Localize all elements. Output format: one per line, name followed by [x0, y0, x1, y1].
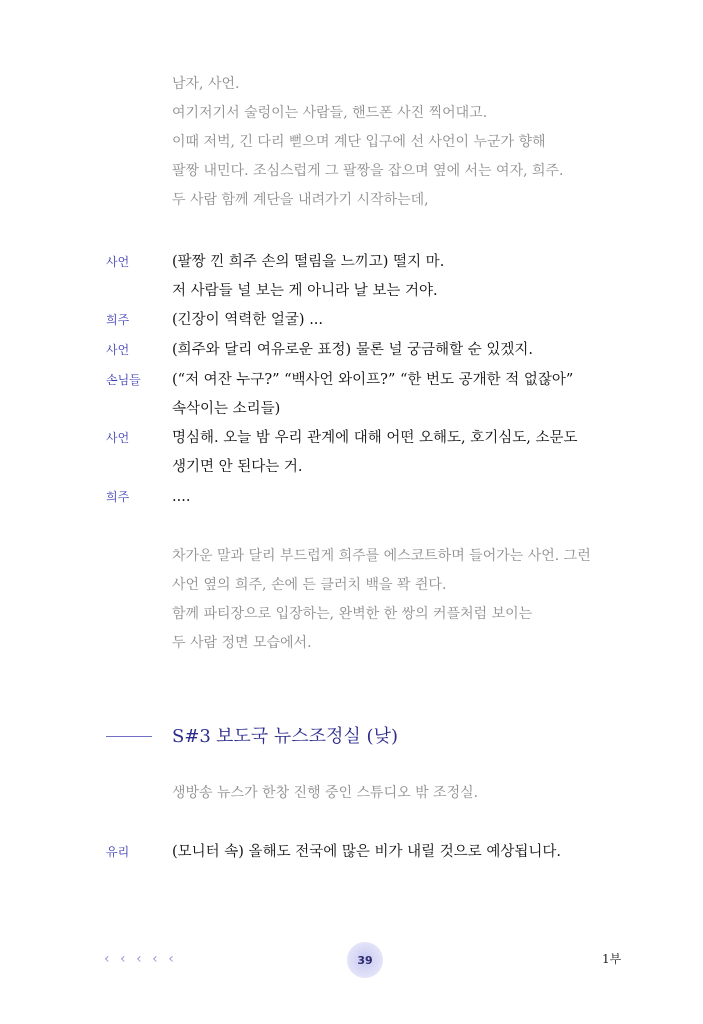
part-label: 1부 [602, 952, 622, 966]
dialogue-line: 속삭이는 소리들) [172, 401, 281, 417]
dialogue-line: (팔짱 낀 희주 손의 떨림을 느끼고) 떨지 마. [172, 254, 445, 270]
speaker-name: 사언 [106, 431, 130, 445]
dialogue-line: (긴장이 역력한 얼굴) ... [172, 312, 324, 328]
page-number: 39 [357, 953, 373, 967]
action-line: 사언 옆의 희주, 손에 든 클러치 백을 꽉 쥔다. [172, 577, 447, 593]
action-line: 두 사람 정면 모습에서. [172, 635, 312, 651]
dialogue-line: 명심해. 오늘 밤 우리 관계에 대해 어떤 오해도, 호기심도, 소문도 [172, 430, 578, 446]
action-line: 두 사람 함께 계단을 내려가기 시작하는데, [172, 192, 429, 208]
dialogue-line: (희주와 달리 여유로운 표정) 물론 널 궁금해할 순 있겠지. [172, 342, 533, 358]
action-paragraph-3 [172, 779, 642, 808]
action-line: 여기저기서 술렁이는 사람들, 핸드폰 사진 찍어대고. [172, 105, 488, 121]
page-number-badge [347, 942, 383, 978]
speaker-name: 손님들 [106, 373, 141, 387]
action-line: 함께 파티장으로 입장하는, 완벽한 한 쌍의 커플처럼 보이는 [172, 606, 533, 622]
dialogue-line: .... [172, 489, 191, 505]
speaker-name: 희주 [106, 490, 130, 504]
dialogue-line: 저 사람들 널 보는 게 아니라 날 보는 거야. [172, 283, 438, 299]
dialogue-line: (모니터 속) 올해도 전국에 많은 비가 내릴 것으로 예상됩니다. [172, 844, 561, 860]
action-line: 차가운 말과 달리 부드럽게 희주를 에스코트하며 들어가는 사언. 그런 [172, 548, 591, 564]
scene-title: 보도국 뉴스조정실 (낮) [216, 726, 398, 747]
scene-heading [106, 722, 626, 752]
action-line: 생방송 뉴스가 한창 진행 중인 스튜디오 밖 조정실. [172, 785, 479, 801]
page-footer [0, 940, 703, 980]
dialogue-line: 생기면 안 된다는 거. [172, 459, 303, 475]
speaker-name: 사언 [106, 255, 130, 269]
action-line: 팔짱 내민다. 조심스럽게 그 팔짱을 잡으며 옆에 서는 여자, 희주. [172, 163, 564, 179]
action-paragraph-2 [172, 542, 642, 658]
action-paragraph-1 [172, 70, 642, 215]
action-line: 남자, 사언. [172, 76, 240, 92]
scene-rule [106, 736, 152, 737]
speaker-name: 희주 [106, 313, 130, 327]
speaker-name: 유리 [106, 845, 130, 859]
scene-number: S#3 [172, 726, 211, 747]
action-line: 이때 저벅, 긴 다리 뻗으며 계단 입구에 선 사언이 누군가 향해 [172, 134, 546, 150]
speaker-name: 사언 [106, 343, 130, 357]
dialogue-line: (“저 여잔 누구?” “백사언 와이프?” “한 번도 공개한 적 없잖아” [172, 372, 574, 388]
chevron-left-icon: ‹ ‹ ‹ ‹ ‹ [104, 951, 177, 967]
